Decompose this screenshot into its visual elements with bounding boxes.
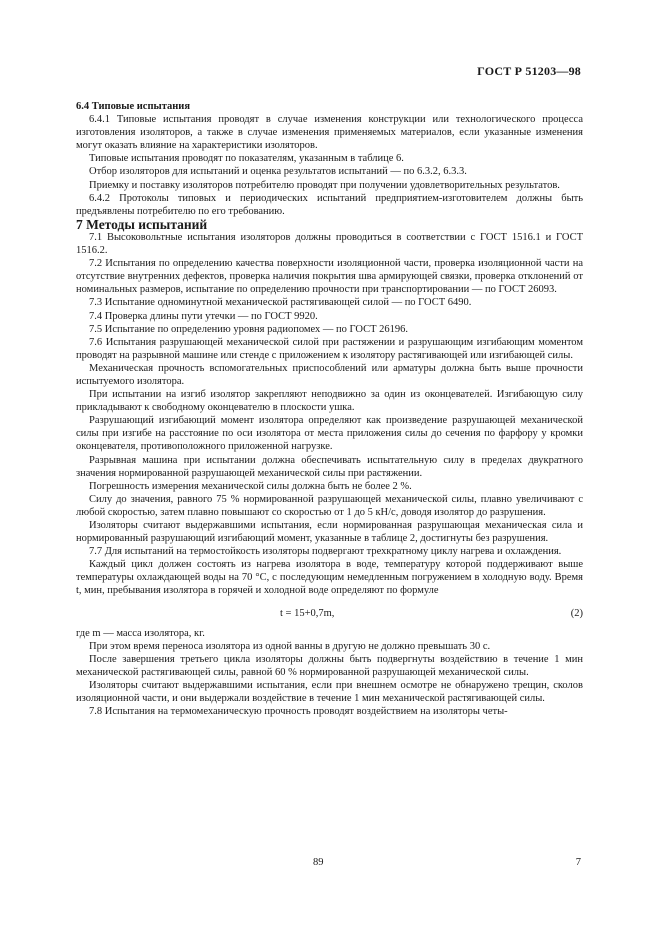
paragraph: 6.4.1 Типовые испытания проводят в случае изменения конструкции или технологического процесса изготовления изоляторов, а также в случае изменения применяемых материалов, если указанные изменения могут оказать влияние на характеристики изоляторов. xyxy=(76,114,583,152)
paragraph: 7.6 Испытания разрушающей механической силой при растяжении и разрушающим изгибающим моментом проводят на разрывной машине или стенде с приложением к изолятору растягивающей или изгибающей силы. xyxy=(76,336,583,361)
formula-expression: t = 15+0,7m, xyxy=(280,607,335,619)
page-number: 89 xyxy=(313,857,324,868)
document-body xyxy=(76,100,583,718)
paragraph: При испытании на изгиб изолятор закрепляют неподвижно за один из оконцевателей. Изгибающую силу прикладывают к свободному оконцевателю в плоскости ушка. xyxy=(76,389,583,414)
paragraph: После завершения третьего цикла изоляторы должны быть подвергнуты воздействию в течение 1 мин механической растягивающей силы, равной 60 % нормированной разрушающей механической силы. xyxy=(76,653,583,678)
paragraph: 7.3 Испытание одноминутной механической растягивающей силой — по ГОСТ 6490. xyxy=(89,297,472,309)
paragraph: Механическая прочность вспомогательных приспособлений или арматуры должна быть выше прочности испытуемого изолятора. xyxy=(76,362,583,387)
formula-number: (2) xyxy=(570,607,583,619)
paragraph: Силу до значения, равного 75 % нормированной разрушающей механической силы, плавно увеличивают с любой скоростью, затем плавно повышают со скоростью от 1 до 5 кН/с, доводя изолятор до разрушения. xyxy=(76,493,583,518)
paragraph: Разрывная машина при испытании должна обеспечивать испытательную силу в пределах двукратного значения нормированной разрушающей механической силы при растяжении. xyxy=(76,454,583,479)
standard-header: ГОСТ Р 51203—98 xyxy=(477,64,581,78)
formula xyxy=(76,606,583,622)
paragraph: Разрушающий изгибающий момент изолятора определяют как произведение разрушающей механической силы при изгибе на расстояние по оси изолятора от места приложения силы до сечения по фарфору у кромки оконцевателя, противоположного приложенной нагрузке. xyxy=(76,415,583,453)
paragraph: 7.2 Испытания по определению качества поверхности изоляционной части, проверка изоляционной части на отсутствие внутренних дефектов, проверка наличия покрытия шва армирующей связки, проверка отклонений от номинальных размеров, испытание по определению прочности при транспортировании — по ГОСТ 26093. xyxy=(76,258,583,296)
paragraph: 7.8 Испытания на термомеханическую прочность проводят воздействием на изоляторы четы- xyxy=(89,706,508,718)
paragraph: Погрешность измерения механической силы должна быть не более 2 %. xyxy=(89,480,412,492)
paragraph: При этом время переноса изолятора из одной ванны в другую не должно превышать 30 с. xyxy=(89,640,491,652)
section-6-4-title: 6.4 Типовые испытания xyxy=(76,101,191,112)
paragraph: Изоляторы считают выдержавшими испытания, если при внешнем осмотре не обнаружено трещин, сколов изоляционной части, и они выдержали воздействие в течение 1 мин механической растягивающей силы. xyxy=(76,679,583,705)
sheet-number: 7 xyxy=(575,857,581,868)
paragraph: где m — масса изолятора, кг. xyxy=(76,627,205,639)
paragraph: 7.7 Для испытаний на термостойкость изоляторы подвергают трехкратному циклу нагрева и охлаждения. xyxy=(89,546,562,558)
section-7-title: 7 Методы испытаний xyxy=(76,216,208,232)
paragraph: 7.4 Проверка длины пути утечки — по ГОСТ 9920. xyxy=(89,310,318,322)
paragraph: Отбор изоляторов для испытаний и оценка результатов испытаний — по 6.3.2, 6.3.3. xyxy=(89,166,467,178)
paragraph: Каждый цикл должен состоять из нагрева изолятора в воде, температуру которой поддерживают выше температуры охлаждающей воды на 70 °С, с последующим немедленным погружением в холодную воду. Время t, мин, пребывания изолятора в горячей и холодной воде определяют по формуле xyxy=(76,559,583,597)
paragraph: 7.5 Испытание по определению уровня радиопомех — по ГОСТ 26196. xyxy=(89,323,408,335)
paragraph: Типовые испытания проводят по показателям, указанным в таблице 6. xyxy=(89,153,404,165)
paragraph: 6.4.2 Протоколы типовых и периодических испытаний предприятием-изготовителем должны быть предъявлены потребителю по его требованию. xyxy=(76,192,583,217)
paragraph: 7.1 Высоковольтные испытания изоляторов должны проводиться в соответствии с ГОСТ 1516.1 и ГОСТ 1516.2. xyxy=(76,231,583,257)
paragraph: Приемку и поставку изоляторов потребителю проводят при получении удовлетворительных результатов. xyxy=(89,179,560,191)
paragraph: Изоляторы считают выдержавшими испытания, если нормированная разрушающая механическая сила и нормированный разрушающий изгибающий момент, указанные в таблице 2, достигнуты без разрушения. xyxy=(76,520,583,545)
